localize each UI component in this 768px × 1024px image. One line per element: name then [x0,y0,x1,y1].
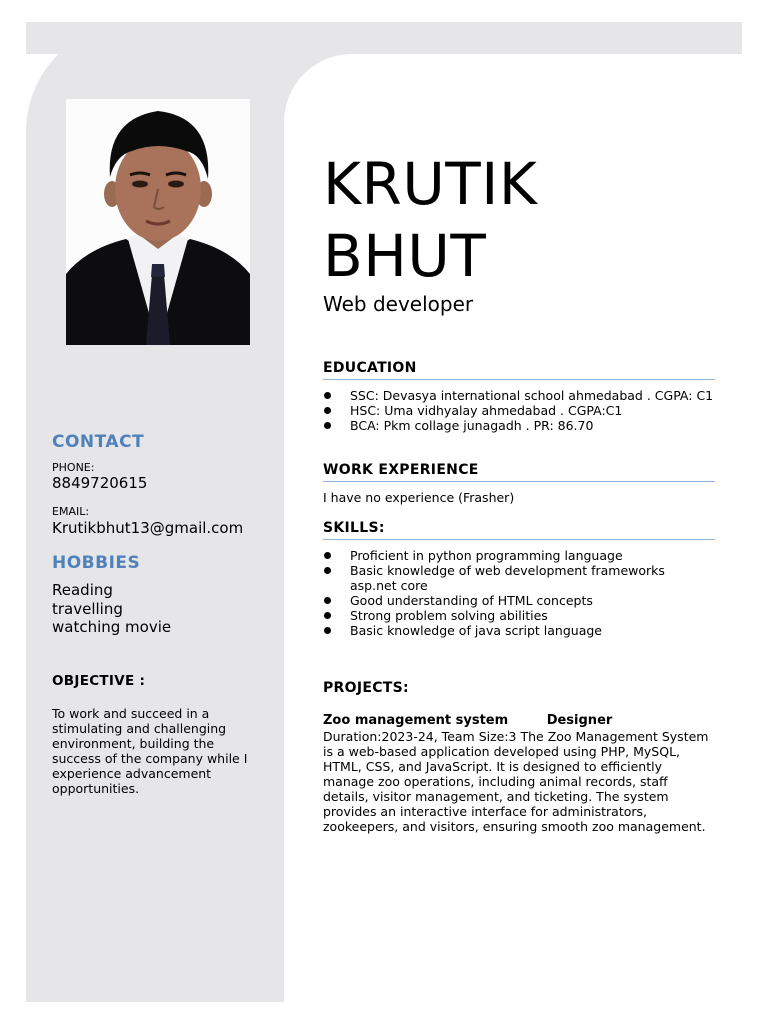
hobby-item: watching movie [52,618,172,636]
phone-value: 8849720615 [52,474,148,492]
list-item: Good understanding of HTML concepts [323,593,715,608]
skills-heading: SKILLS: [323,520,385,536]
contact-heading: CONTACT [52,432,145,452]
skills-divider [323,539,715,540]
header-strip [26,22,742,54]
project-title-row [323,713,715,728]
projects-heading: PROJECTS: [323,680,409,696]
objective-heading: OBJECTIVE : [52,673,146,689]
list-item: Basic knowledge of web development frameworks asp.net core [323,563,715,593]
list-item: HSC: Uma vidhyalay ahmedabad . CGPA:C1 [323,403,715,418]
candidate-name [323,148,537,292]
list-item: SSC: Devasya international school ahmedabad . CGPA: C1 [323,388,715,403]
list-item: BCA: Pkm collage junagadh . PR: 86.70 [323,418,715,433]
portrait-illustration [66,99,250,345]
last-name: BHUT [323,222,487,290]
list-item: Basic knowledge of java script language [323,623,715,638]
email-label: EMAIL: [52,505,90,518]
project-description: Duration:2023-24, Team Size:3 The Zoo Management System is a web-based application developed using PHP, MySQL, HTML, CSS, and JavaScript. It is designed to efficiently manage zoo operations, including animal records, staff details, visitor management, and ticketing. The system provides an interactive interface for administrators, zookeepers, and visitors, ensuring smooth zoo management. [323,729,709,834]
email-value: Krutikbhut13@gmail.com [52,519,244,537]
project-role: Designer [546,713,613,728]
education-list [323,388,715,433]
hobbies-list [52,581,171,637]
hobbies-heading: HOBBIES [52,553,141,573]
work-text: I have no experience (Frasher) [323,490,515,505]
hobby-item: Reading [52,581,113,599]
phone-label: PHONE: [52,461,95,474]
education-divider [323,379,715,380]
list-item: Strong problem solving abilities [323,608,715,623]
work-divider [323,481,715,482]
project-name: Zoo management system [323,713,509,728]
hobby-item: travelling [52,599,123,618]
skills-list [323,548,715,638]
page-margin [0,1002,768,1024]
profile-photo [66,99,250,345]
list-item: Proficient in python programming language [323,548,715,563]
objective-text: To work and succeed in a stimulating and challenging environment, building the success of the company while I experience advancement opportunities. [52,706,248,796]
education-heading: EDUCATION [323,360,417,376]
first-name: KRUTIK [323,150,538,218]
job-title: Web developer [323,292,474,316]
work-heading: WORK EXPERIENCE [323,462,479,478]
